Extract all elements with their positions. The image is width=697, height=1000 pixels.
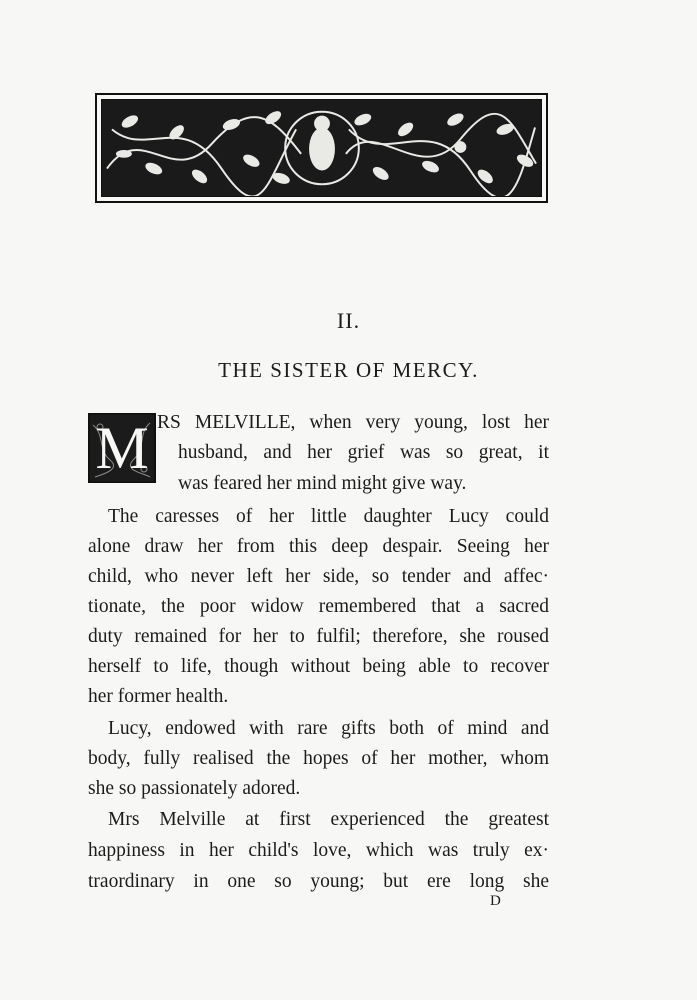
text-line: child, who never left her side, so tender and affec·	[88, 566, 549, 587]
text-line: The caresses of her little daughter Lucy could	[108, 506, 549, 527]
text-line: she so passionately adored.	[88, 778, 301, 799]
vine-ornament-icon	[102, 100, 541, 196]
dropcap-letter: M	[95, 415, 149, 481]
ornamental-headpiece	[95, 93, 548, 203]
text-line: tionate, the poor widow remembered that a sacred	[88, 596, 549, 617]
text-line: alone draw her from this deep despair. Seeing her	[88, 536, 549, 557]
text-line: Lucy, endowed with rare gifts both of mind and	[108, 718, 549, 739]
text-line: body, fully realised the hopes of her mother, whom	[88, 748, 549, 769]
text-line: duty remained for her to fulfil; therefore, she roused	[88, 626, 549, 647]
signature-mark: D	[490, 893, 501, 909]
text-line: herself to life, though without being able to recover	[88, 656, 549, 677]
chapter-number: II.	[336, 308, 361, 333]
text-line: husband, and her grief was so great, it	[178, 442, 549, 463]
text-line: was feared her mind might give way.	[178, 473, 467, 494]
dropcap-initial	[88, 413, 156, 483]
text-line: her former health.	[88, 686, 229, 707]
text-line: happiness in her child's love, which was truly ex·	[88, 840, 549, 861]
text-line: traordinary in one so young; but ere long she	[88, 871, 549, 892]
text-line: RS MELVILLE, when very young, lost her	[157, 412, 549, 433]
text-line: Mrs Melville at first experienced the greatest	[108, 809, 549, 830]
chapter-title: THE SISTER OF MERCY.	[218, 358, 479, 382]
